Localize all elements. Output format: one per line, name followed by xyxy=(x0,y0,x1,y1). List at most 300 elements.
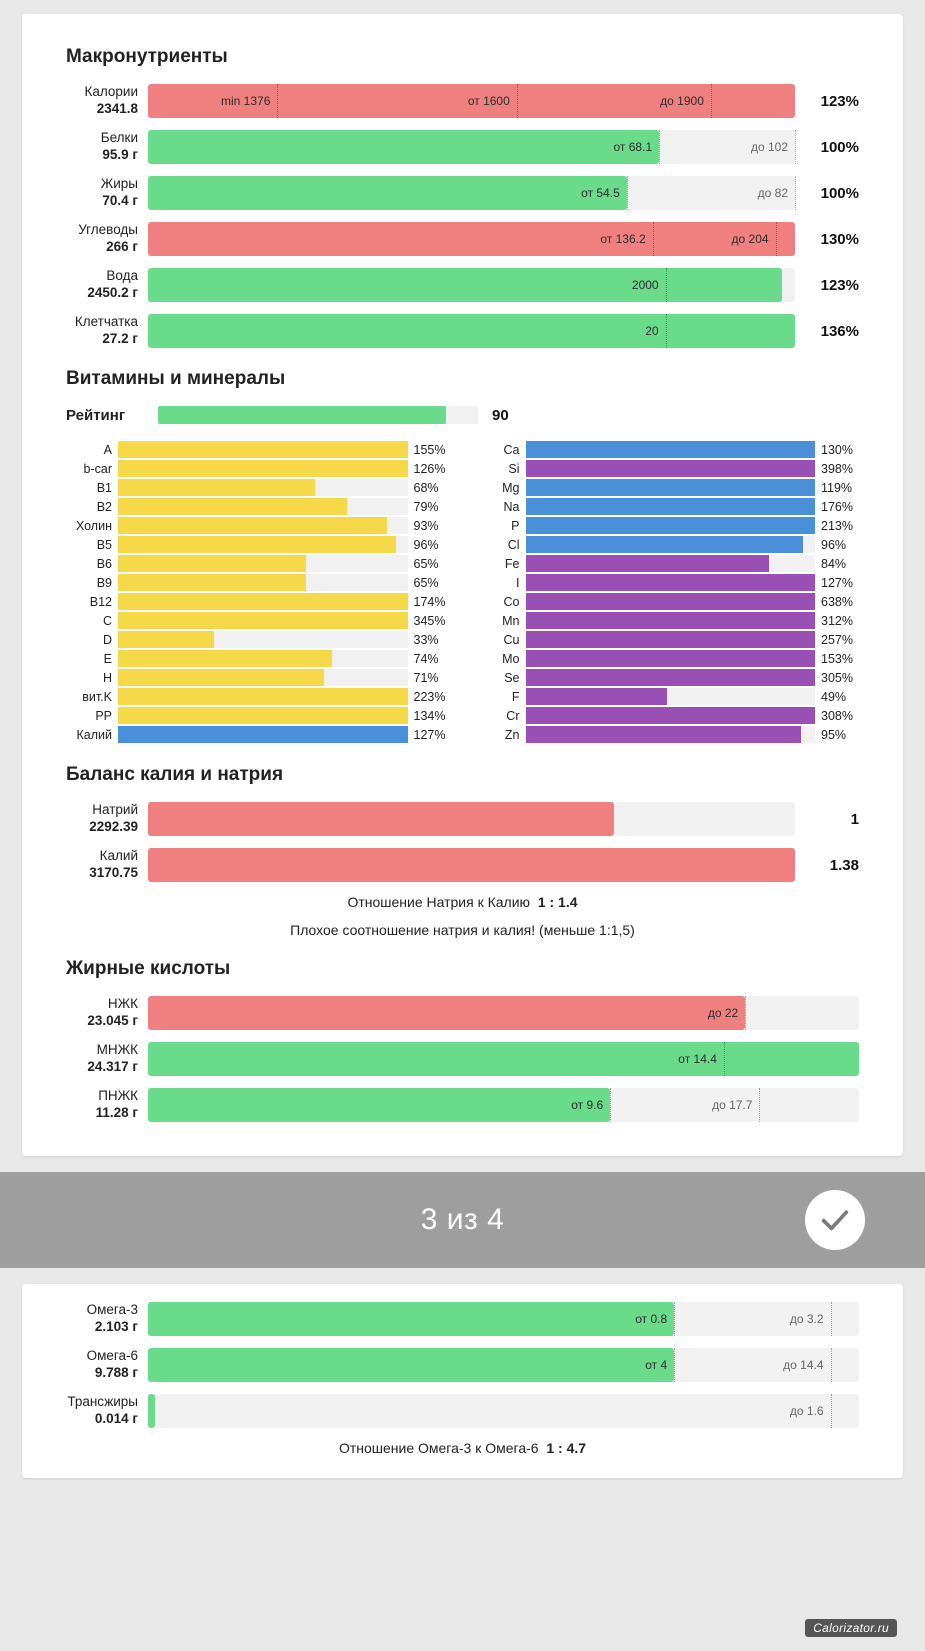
nutrient-tick-label: min 1376 xyxy=(221,94,271,108)
vitamin-fill xyxy=(118,536,396,553)
vitamin-fill xyxy=(526,479,816,496)
nutrient-name: Углеводы xyxy=(78,222,138,238)
vitamin-name: B6 xyxy=(96,556,112,571)
vitamin-row xyxy=(66,706,452,725)
macros-list xyxy=(22,84,903,348)
nutrient-tick xyxy=(678,1042,725,1076)
nutrient-tick xyxy=(613,130,660,164)
nutrient-value: 95.9 г xyxy=(102,147,138,162)
vitamin-row xyxy=(66,687,452,706)
vitamin-fill xyxy=(118,612,408,629)
nutrient-fill xyxy=(148,1302,674,1336)
nutrient-tick-label: от 68.1 xyxy=(613,140,653,154)
nutrient-tick-label: до 82 xyxy=(757,186,788,200)
nutrient-fill xyxy=(148,130,659,164)
vitamin-track xyxy=(526,593,816,610)
vitamin-name: Холин xyxy=(75,518,112,533)
nutrient-row xyxy=(22,1302,903,1336)
vitamin-name: B9 xyxy=(96,575,112,590)
vitamins-column-right xyxy=(474,440,860,744)
vitamin-track xyxy=(118,688,408,705)
rating-track xyxy=(158,406,478,424)
nutrient-label xyxy=(66,996,148,1030)
nutrient-label xyxy=(66,314,148,348)
vitamin-track xyxy=(118,441,408,458)
vitamin-fill xyxy=(118,707,408,724)
vitamin-name: P xyxy=(511,518,520,533)
vitamin-track xyxy=(526,536,816,553)
nutrient-tick-label: от 14.4 xyxy=(678,1052,717,1066)
vitamin-row xyxy=(474,592,860,611)
nutrient-value: 2.103 г xyxy=(94,1319,138,1334)
nutrient-row xyxy=(22,1348,903,1382)
vitamin-track xyxy=(526,574,816,591)
nutrient-fill xyxy=(148,1042,859,1076)
nutrient-tick-label: от 54.5 xyxy=(581,186,620,200)
vitamin-percent: 308% xyxy=(821,708,853,723)
vitamin-fill xyxy=(526,631,816,648)
vitamin-fill xyxy=(118,479,315,496)
vitamin-percent: 95% xyxy=(821,727,847,742)
confirm-button[interactable] xyxy=(805,1190,865,1250)
vitamin-track xyxy=(526,612,816,629)
vitamin-percent: 176% xyxy=(821,499,853,514)
vitamin-row xyxy=(66,478,452,497)
vitamin-fill xyxy=(118,669,324,686)
vitamins-grid xyxy=(22,440,903,744)
nutrient-name: НЖК xyxy=(107,996,138,1012)
nutrient-value: 11.28 г xyxy=(95,1105,138,1120)
vitamin-row xyxy=(66,668,452,687)
nutrient-track xyxy=(148,996,859,1030)
vitamin-row xyxy=(66,725,452,744)
vitamin-fill xyxy=(526,726,801,743)
nutrient-row xyxy=(22,314,903,348)
nutrient-fill xyxy=(148,222,795,256)
vitamin-name: E xyxy=(103,651,112,666)
nutrient-tick-label: до 1900 xyxy=(660,94,704,108)
nutrient-row xyxy=(22,176,903,210)
vitamin-fill xyxy=(526,517,816,534)
vitamin-row xyxy=(474,497,860,516)
vitamin-name: Cr xyxy=(506,708,520,723)
nutrient-label xyxy=(66,1042,148,1076)
vitamin-track xyxy=(526,460,816,477)
vitamin-track xyxy=(118,460,408,477)
vitamin-name: вит.K xyxy=(82,689,112,704)
nutrient-row xyxy=(22,222,903,256)
vitamin-row xyxy=(474,554,860,573)
vitamin-track xyxy=(118,498,408,515)
nutrient-fill xyxy=(148,1348,674,1382)
nutrient-fill xyxy=(148,848,795,882)
vitamin-fill xyxy=(526,555,769,572)
vitamin-track xyxy=(526,669,816,686)
vitamin-percent: 155% xyxy=(413,442,446,457)
nutrient-name: Вода xyxy=(106,268,138,284)
vitamin-percent: 79% xyxy=(413,499,439,514)
nutrient-track xyxy=(148,1088,859,1122)
nutrient-tick-label: до 1.6 xyxy=(789,1404,824,1418)
nutrient-track xyxy=(148,1302,859,1336)
vitamin-percent: 33% xyxy=(413,632,439,647)
nutrient-value: 2341.8 xyxy=(96,101,138,116)
vitamin-row xyxy=(474,478,860,497)
vitamin-percent: 127% xyxy=(413,727,446,742)
nutrient-tick xyxy=(581,176,628,210)
vitamin-track xyxy=(526,441,816,458)
rating-row xyxy=(22,406,903,424)
nutrient-tick xyxy=(645,1348,675,1382)
nutrient-track xyxy=(148,1394,859,1428)
check-icon xyxy=(818,1203,852,1237)
vitamin-row xyxy=(474,516,860,535)
vitamin-track xyxy=(118,536,408,553)
vitamin-fill xyxy=(526,650,816,667)
nutrient-name: Трансжиры xyxy=(67,1394,138,1410)
vitamin-row xyxy=(474,573,860,592)
nutrient-label xyxy=(66,1348,148,1382)
nutrient-percent: 100% xyxy=(820,138,859,156)
vitamin-name: Mg xyxy=(502,480,520,495)
nutrient-value: 266 г xyxy=(106,239,138,254)
vitamin-track xyxy=(526,707,816,724)
nutrient-tick-label: от 9.6 xyxy=(571,1098,604,1112)
vitamin-track xyxy=(118,593,408,610)
rating-value: 90 xyxy=(492,406,509,424)
nutrient-percent: 1 xyxy=(850,810,859,828)
ratio-label: Отношение Натрия к Калию xyxy=(347,894,531,910)
nutrient-tick xyxy=(660,84,712,118)
vitamin-percent: 223% xyxy=(413,689,446,704)
nutrient-fill xyxy=(148,802,614,836)
nutrient-label xyxy=(66,176,148,210)
vitamin-percent: 345% xyxy=(413,613,446,628)
nutrient-name: МНЖК xyxy=(96,1042,138,1058)
nutrient-value: 9.788 г xyxy=(94,1365,138,1380)
vitamin-fill xyxy=(118,498,347,515)
omega-ratio-label: Отношение Омега-3 к Омега-6 xyxy=(338,1440,539,1456)
nutrient-percent: 100% xyxy=(820,184,859,202)
vitamin-track xyxy=(526,498,816,515)
nutrient-tick-label: до 3.2 xyxy=(789,1312,824,1326)
nutrient-label xyxy=(66,222,148,256)
vitamin-fill xyxy=(526,707,816,724)
nutrient-track xyxy=(148,1348,859,1382)
nutrient-label xyxy=(66,268,148,302)
nutrient-value: 2292.39 xyxy=(89,819,138,834)
vitamin-track xyxy=(118,650,408,667)
vitamin-track xyxy=(526,555,816,572)
vitamin-track xyxy=(526,631,816,648)
vitamin-fill xyxy=(118,650,332,667)
vitamin-row xyxy=(474,649,860,668)
vitamin-row xyxy=(66,630,452,649)
nutrient-value: 2450.2 г xyxy=(87,285,138,300)
nutrient-tick-label: до 14.4 xyxy=(783,1358,824,1372)
nutrient-name: Омега-6 xyxy=(86,1348,138,1364)
nutrient-percent: 136% xyxy=(820,322,859,340)
vitamin-percent: 127% xyxy=(821,575,853,590)
ratio-value: 1 : 1.4 xyxy=(537,894,578,910)
vitamin-percent: 312% xyxy=(821,613,853,628)
vitamin-row xyxy=(66,459,452,478)
vitamin-row xyxy=(66,497,452,516)
fats-list xyxy=(22,996,903,1122)
omega-ratio xyxy=(22,1440,903,1456)
nutrient-tick-label: от 4 xyxy=(645,1358,668,1372)
vitamin-track xyxy=(118,707,408,724)
vitamin-row xyxy=(474,687,860,706)
vitamin-fill xyxy=(526,460,816,477)
vitamin-name: B1 xyxy=(96,480,112,495)
vitamin-track xyxy=(526,479,816,496)
nutrient-name: Омега-3 xyxy=(86,1302,138,1318)
nutrient-value: 27.2 г xyxy=(102,331,138,346)
vitamin-name: Cu xyxy=(503,632,520,647)
nutrient-track xyxy=(148,130,795,164)
nutrient-row xyxy=(22,802,903,836)
macros-section-title: Макронутриенты xyxy=(66,46,228,67)
vitamin-fill xyxy=(118,631,214,648)
vitamin-percent: 257% xyxy=(821,632,853,647)
vitamin-row xyxy=(474,725,860,744)
vitamin-fill xyxy=(118,441,408,458)
nutrient-fill xyxy=(148,268,782,302)
nutrient-tick xyxy=(221,84,278,118)
vitamin-fill xyxy=(526,498,816,515)
vitamin-percent: 65% xyxy=(413,575,439,590)
sodium-potassium-warning: Плохое соотношение натрия и калия! (меньше 1:1,5) xyxy=(290,922,635,938)
nutrient-fill xyxy=(148,1088,610,1122)
nutrient-row xyxy=(22,996,903,1030)
nutrient-tick-label: от 136.2 xyxy=(600,232,646,246)
nutrient-percent: 123% xyxy=(820,276,859,294)
nutrient-label xyxy=(66,802,148,836)
vitamin-track xyxy=(526,688,816,705)
vitamin-track xyxy=(118,517,408,534)
nutrient-name: Жиры xyxy=(100,176,138,192)
vitamin-track xyxy=(118,555,408,572)
nutrient-row xyxy=(22,848,903,882)
nutrient-track xyxy=(148,268,795,302)
nutrient-row xyxy=(22,1394,903,1428)
vitamin-track xyxy=(526,517,816,534)
vitamin-track xyxy=(118,612,408,629)
nutrient-tick xyxy=(467,84,518,118)
nutrient-track xyxy=(148,84,795,118)
nutrient-tick-label: до 102 xyxy=(750,140,788,154)
balance-list xyxy=(22,802,903,882)
vitamin-percent: 96% xyxy=(821,537,847,552)
vitamin-row xyxy=(66,649,452,668)
nutrient-row xyxy=(22,84,903,118)
vitamin-fill xyxy=(526,688,668,705)
vitamin-percent: 93% xyxy=(413,518,439,533)
nutrient-label xyxy=(66,1302,148,1336)
vitamin-fill xyxy=(526,441,816,458)
vitamin-name: PP xyxy=(95,708,112,723)
vitamin-name: Ca xyxy=(503,442,520,457)
vitamin-percent: 305% xyxy=(821,670,853,685)
vitamin-track xyxy=(526,726,816,743)
vitamin-row xyxy=(474,535,860,554)
vitamin-name: b-car xyxy=(83,461,112,476)
vitamin-name: Калий xyxy=(76,727,112,742)
nutrient-name: Натрий xyxy=(92,802,138,818)
vitamin-fill xyxy=(118,574,306,591)
vitamins-section-title: Витамины и минералы xyxy=(66,368,286,389)
nutrient-tick xyxy=(635,1302,675,1336)
vitamin-name: Se xyxy=(504,670,520,685)
vitamin-track xyxy=(526,650,816,667)
vitamin-track xyxy=(118,669,408,686)
nutrient-name: Калий xyxy=(99,848,138,864)
vitamin-percent: 119% xyxy=(821,480,853,495)
nutrient-tick-label: до 17.7 xyxy=(712,1098,753,1112)
vitamin-name: Co xyxy=(503,594,520,609)
rating-label: Рейтинг xyxy=(66,406,126,424)
nutrient-tick xyxy=(707,996,746,1030)
rating-fill xyxy=(158,406,446,424)
vitamin-row xyxy=(474,630,860,649)
nutrient-row xyxy=(22,1088,903,1122)
vitamin-fill xyxy=(526,669,816,686)
nutrient-label xyxy=(66,84,148,118)
nutrient-percent: 130% xyxy=(820,230,859,248)
vitamin-percent: 65% xyxy=(413,556,439,571)
omega-ratio-value: 1 : 4.7 xyxy=(546,1440,587,1456)
vitamin-fill xyxy=(118,688,408,705)
nutrient-tick xyxy=(571,1088,611,1122)
vitamin-row xyxy=(474,706,860,725)
vitamin-track xyxy=(118,479,408,496)
vitamin-percent: 49% xyxy=(821,689,847,704)
nutrient-name: Клетчатка xyxy=(74,314,138,330)
nutrient-tick xyxy=(712,1088,760,1122)
vitamin-row xyxy=(474,668,860,687)
vitamin-percent: 84% xyxy=(821,556,847,571)
nutrient-tick-label: 20 xyxy=(645,324,659,338)
vitamin-percent: 68% xyxy=(413,480,439,495)
nutrient-tick xyxy=(757,176,796,210)
nutrient-percent: 1.38 xyxy=(829,856,859,874)
nutrient-track xyxy=(148,314,795,348)
nutrient-tick xyxy=(783,1348,832,1382)
vitamin-name: A xyxy=(103,442,112,457)
progress-banner xyxy=(0,1172,925,1268)
nutrient-name: Белки xyxy=(100,130,138,146)
vitamin-percent: 126% xyxy=(413,461,446,476)
vitamin-name: D xyxy=(102,632,112,647)
nutrient-value: 24.317 г xyxy=(87,1059,138,1074)
vitamin-name: F xyxy=(511,689,520,704)
nutrient-tick xyxy=(789,1302,832,1336)
vitamin-fill xyxy=(526,536,804,553)
watermark: Calorizator.ru xyxy=(805,1619,897,1637)
nutrient-label xyxy=(66,1088,148,1122)
nutrient-fill xyxy=(148,314,795,348)
nutrient-label xyxy=(66,1394,148,1428)
nutrient-tick-label: 2000 xyxy=(631,278,659,292)
vitamin-name: Cl xyxy=(507,537,520,552)
nutrient-tick xyxy=(731,222,777,256)
nutrient-tick xyxy=(600,222,654,256)
nutrient-track xyxy=(148,802,795,836)
vitamin-name: Fe xyxy=(504,556,520,571)
nutrient-fill xyxy=(148,1394,155,1428)
vitamin-name: Si xyxy=(508,461,520,476)
vitamin-name: Mn xyxy=(502,613,520,628)
vitamin-name: B5 xyxy=(96,537,112,552)
vitamin-row xyxy=(66,611,452,630)
vitamin-percent: 213% xyxy=(821,518,853,533)
nutrient-row xyxy=(22,1042,903,1076)
nutrient-value: 23.045 г xyxy=(87,1013,138,1028)
vitamin-track xyxy=(118,631,408,648)
vitamin-name: B2 xyxy=(96,499,112,514)
vitamin-fill xyxy=(526,593,816,610)
vitamin-percent: 134% xyxy=(413,708,446,723)
vitamin-fill xyxy=(526,612,816,629)
vitamin-row xyxy=(474,611,860,630)
vitamin-name: B12 xyxy=(89,594,112,609)
vitamin-name: H xyxy=(102,670,112,685)
vitamin-fill xyxy=(118,726,408,743)
vitamin-fill xyxy=(526,574,816,591)
vitamin-name: I xyxy=(516,575,520,590)
vitamin-track xyxy=(118,726,408,743)
vitamin-percent: 153% xyxy=(821,651,853,666)
sodium-potassium-ratio xyxy=(22,894,903,910)
nutrient-tick-label: от 1600 xyxy=(467,94,510,108)
omega-list xyxy=(22,1302,903,1428)
vitamin-fill xyxy=(118,593,408,610)
vitamin-row xyxy=(66,554,452,573)
vitamin-percent: 74% xyxy=(413,651,439,666)
nutrient-tick xyxy=(631,268,667,302)
vitamin-fill xyxy=(118,555,306,572)
balance-section-title: Баланс калия и натрия xyxy=(66,764,284,785)
vitamins-column-left xyxy=(66,440,452,744)
vitamin-row xyxy=(66,516,452,535)
nutrient-tick-label: до 22 xyxy=(707,1006,739,1020)
vitamin-row xyxy=(66,440,452,459)
nutrient-tick-label: от 0.8 xyxy=(635,1312,668,1326)
nutrient-label xyxy=(66,848,148,882)
vitamin-name: Na xyxy=(503,499,520,514)
vitamin-fill xyxy=(118,460,408,477)
vitamin-percent: 130% xyxy=(821,442,853,457)
vitamin-row xyxy=(474,440,860,459)
nutrient-row xyxy=(22,130,903,164)
vitamin-row xyxy=(66,573,452,592)
nutrient-tick xyxy=(750,130,796,164)
vitamin-percent: 71% xyxy=(413,670,439,685)
nutrient-fill xyxy=(148,176,627,210)
vitamin-row xyxy=(66,535,452,554)
vitamin-track xyxy=(118,574,408,591)
nutrient-track xyxy=(148,848,795,882)
nutrient-track xyxy=(148,222,795,256)
vitamin-percent: 638% xyxy=(821,594,853,609)
nutrient-value: 0.014 г xyxy=(94,1411,138,1426)
vitamin-fill xyxy=(118,517,387,534)
progress-text: 3 из 4 xyxy=(420,1203,505,1236)
nutrient-track xyxy=(148,176,795,210)
vitamin-row xyxy=(474,459,860,478)
omega-card xyxy=(22,1284,903,1478)
